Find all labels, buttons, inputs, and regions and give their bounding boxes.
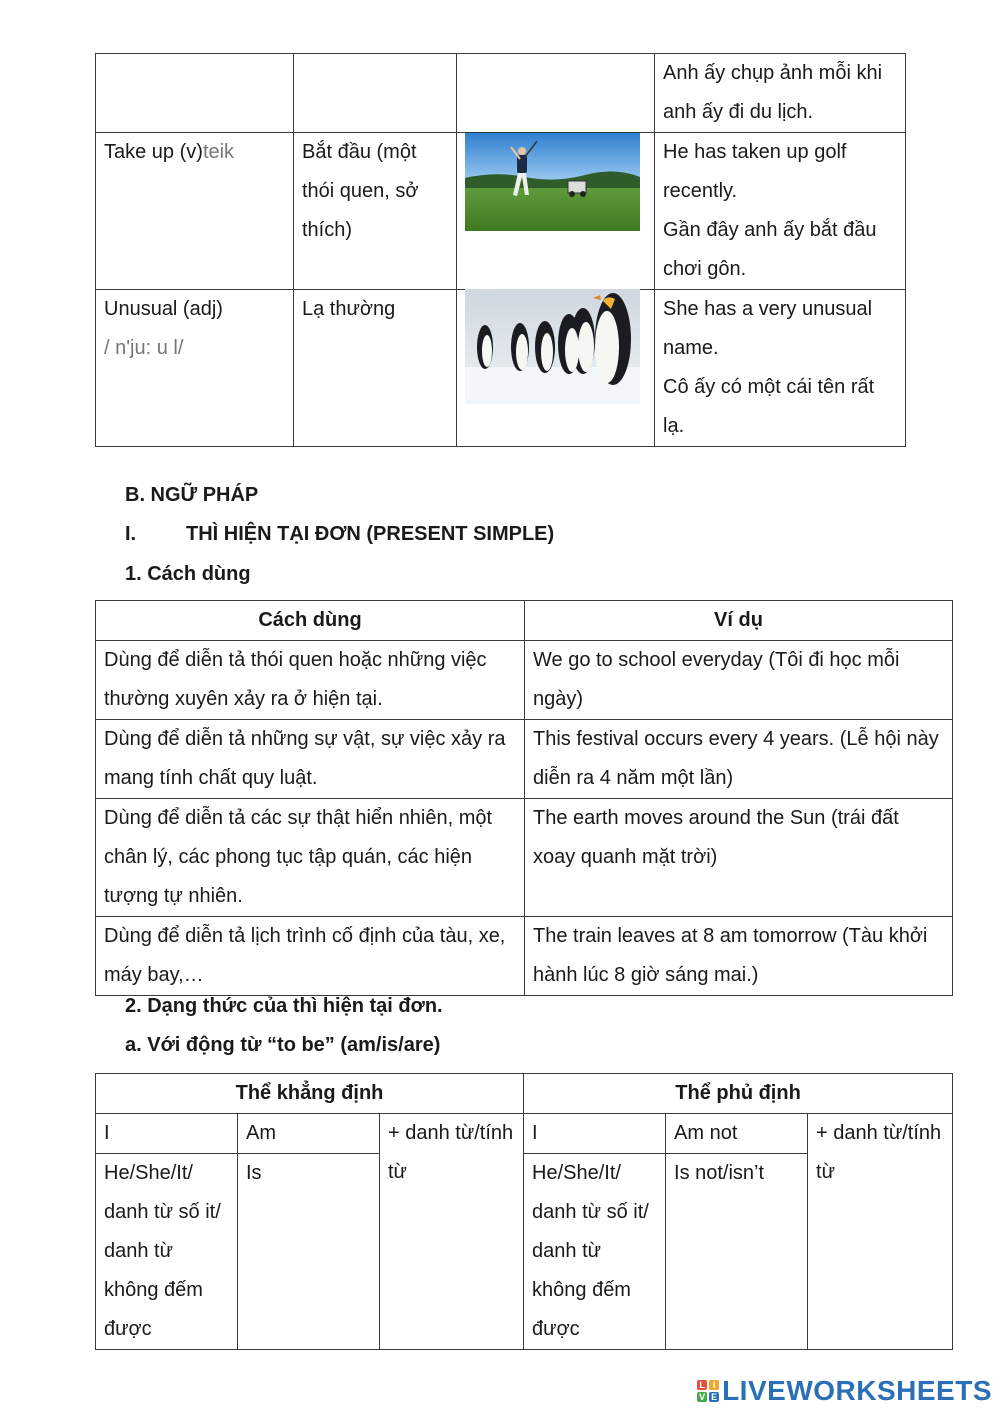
part-i-title: THÌ HIỆN TẠI ĐƠN (PRESENT SIMPLE) (186, 523, 555, 545)
verb-cell: Am not (666, 1114, 808, 1154)
example-cell: This festival occurs every 4 years. (Lễ hội này diễn ra 4 năm một lần) (525, 720, 953, 799)
table-row (96, 1114, 953, 1154)
meaning-cell (294, 290, 457, 447)
table-row (96, 720, 953, 799)
verb-cell: Am (238, 1114, 380, 1154)
subject-cell: I (524, 1114, 666, 1154)
word-cell (96, 54, 294, 133)
meaning-cell (294, 54, 457, 133)
example-en: She has a very unusual name. (663, 298, 873, 359)
table-row (96, 799, 953, 917)
word-cell (96, 290, 294, 447)
part-i-number: I. (125, 523, 137, 545)
form-heading: 2. Dạng thức của thì hiện tại đơn. (125, 995, 443, 1017)
column-header: Ví dụ (525, 601, 953, 641)
phonetic: / n'ju: u l/ (104, 337, 184, 359)
usage-table (95, 600, 953, 996)
example-cell (655, 133, 906, 290)
usage-cell: Dùng để diễn tả những sự vật, sự việc xảy ra mang tính chất quy luật. (96, 720, 525, 799)
penguins-scene-icon (465, 289, 640, 404)
word: Take up (v) (104, 141, 203, 163)
example-vi: Cô ấy có một cái tên rất lạ. (663, 376, 875, 437)
example-cell (655, 290, 906, 447)
table-header-row (96, 601, 953, 641)
example-vi: Anh ấy chụp ảnh mỗi khi anh ấy đi du lịch. (663, 62, 883, 123)
table-row (96, 54, 906, 133)
word-cell (96, 133, 294, 290)
image-cell (457, 54, 655, 133)
tobe-table (95, 1073, 953, 1350)
usage-cell: Dùng để diễn tả thói quen hoặc những việc thường xuyên xảy ra ở hiện tại. (96, 641, 525, 720)
golf-player-image (465, 133, 640, 231)
example-cell: The earth moves around the Sun (trái đất xoay quanh mặt trời) (525, 799, 953, 917)
example-en: He has taken up golf recently. (663, 141, 847, 202)
table-row (96, 641, 953, 720)
subject-cell: He/She/It/ danh từ số it/ danh từ không đếm được (96, 1154, 238, 1350)
meaning: Lạ thường (302, 298, 396, 320)
usage-cell: Dùng để diễn tả các sự thật hiển nhiên, một chân lý, các phong tục tập quán, các hiện tượng tự nhiên. (96, 799, 525, 917)
section-b-title: B. NGỮ PHÁP (125, 484, 259, 506)
subject-cell: I (96, 1114, 238, 1154)
verb-cell: Is (238, 1154, 380, 1350)
golf-scene-icon (465, 133, 640, 231)
example-cell: The train leaves at 8 am tomorrow (Tàu khởi hành lúc 8 giờ sáng mai.) (525, 917, 953, 996)
logo-text: LIVEWORKSHEETS (722, 1375, 992, 1406)
example-vi: Gần đây anh ấy bắt đầu chơi gôn. (663, 219, 877, 280)
column-header: Cách dùng (96, 601, 525, 641)
word: Unusual (adj) (104, 298, 223, 320)
penguins-image (465, 289, 640, 404)
phonetic: teik (202, 141, 235, 163)
example-cell (655, 54, 906, 133)
subject-cell: He/She/It/ danh từ số it/ danh từ không đếm được (524, 1154, 666, 1350)
table-row (96, 917, 953, 996)
affirmative-header: Thể khẳng định (96, 1074, 524, 1114)
negative-header: Thể phủ định (524, 1074, 953, 1114)
tobe-heading: a. Với động từ “to be” (am/is/are) (125, 1034, 441, 1056)
complement-cell: + danh từ/tính từ (380, 1114, 524, 1350)
table-header-row (96, 1074, 953, 1114)
verb-cell: Is not/isn’t (666, 1154, 808, 1350)
meaning: Bắt đầu (một thói quen, sở thích) (302, 141, 419, 241)
liveworksheets-logo[interactable] (697, 1375, 992, 1407)
usage-cell: Dùng để diễn tả lịch trình cố định của tàu, xe, máy bay,… (96, 917, 525, 996)
meaning-cell (294, 133, 457, 290)
example-cell: We go to school everyday (Tôi đi học mỗi ngày) (525, 641, 953, 720)
liveworksheets-mark-icon: L I V E (699, 1380, 718, 1402)
usage-heading: 1. Cách dùng (125, 563, 251, 585)
complement-cell: + danh từ/tính từ (808, 1114, 953, 1350)
